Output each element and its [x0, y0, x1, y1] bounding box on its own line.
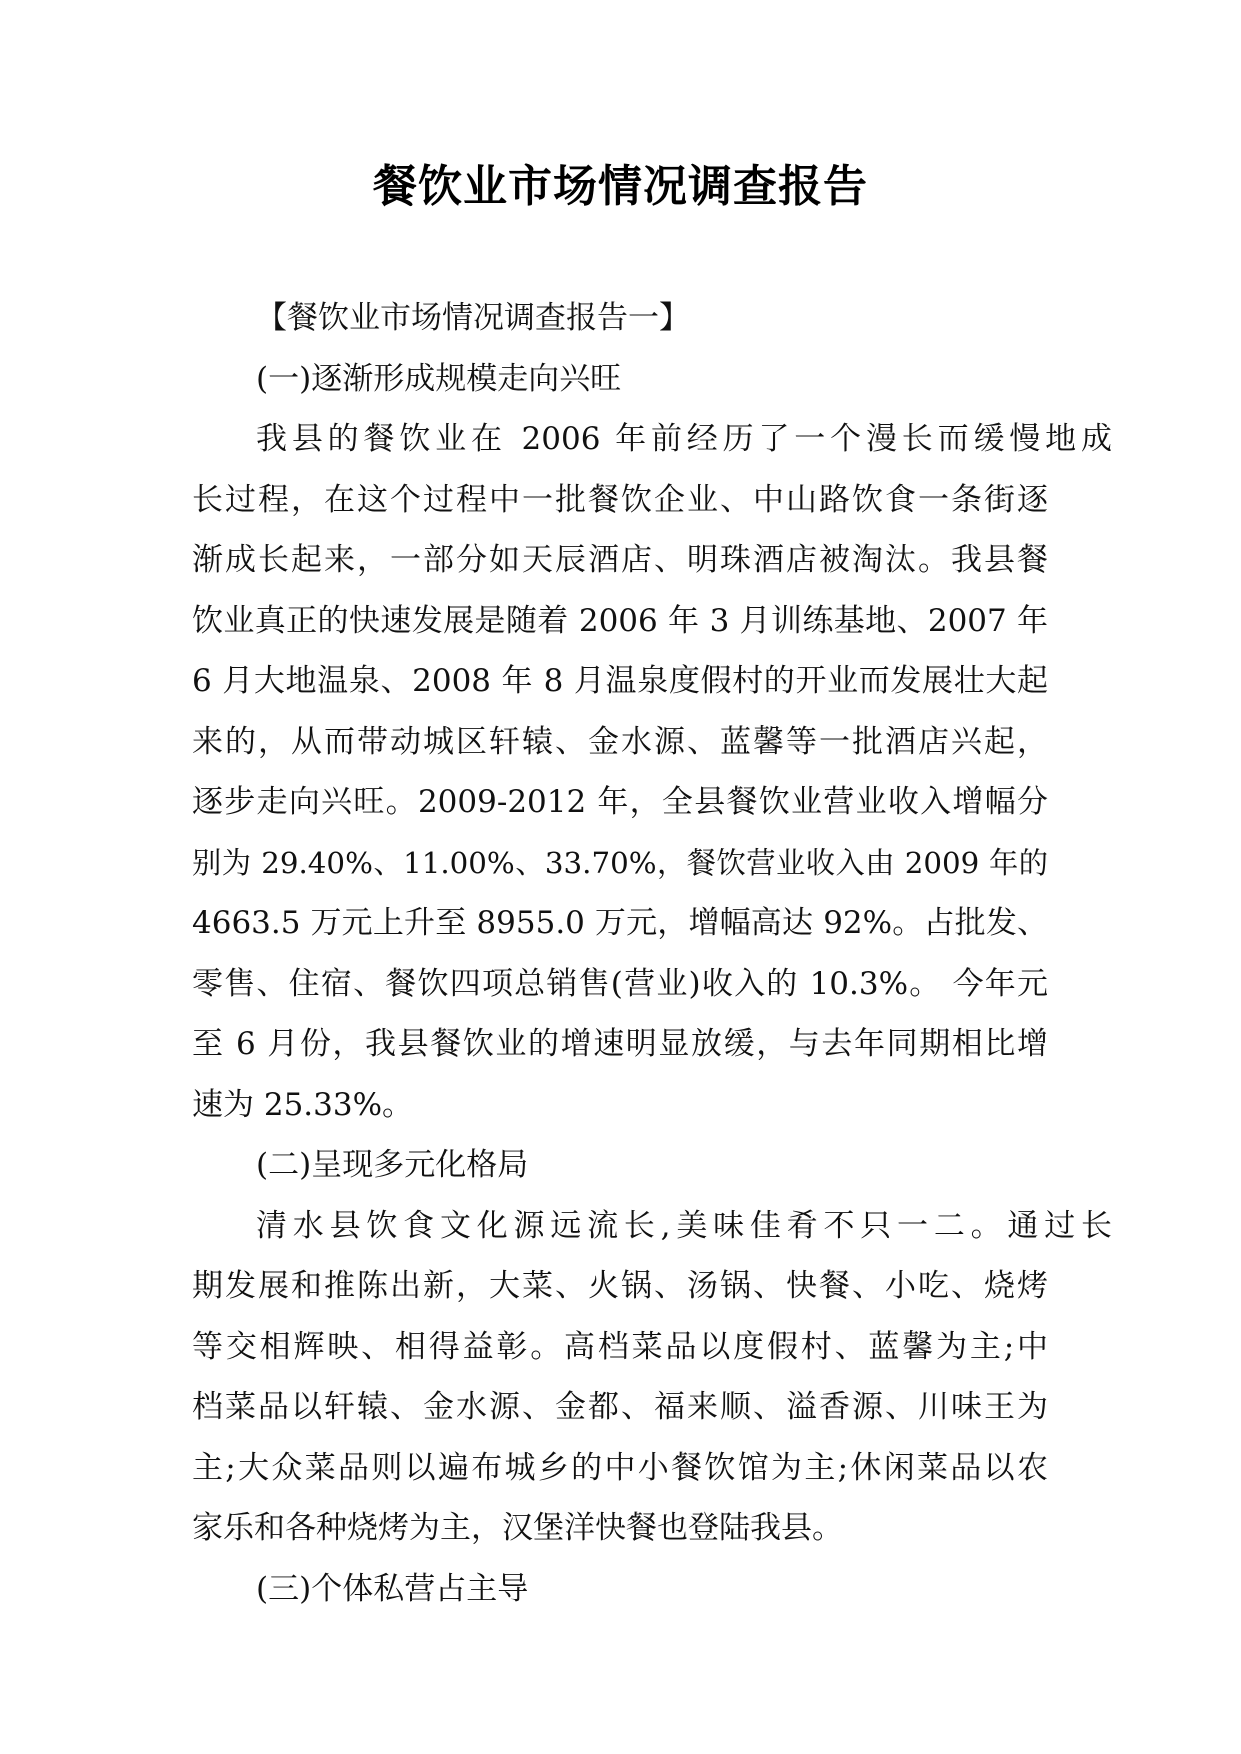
body-line: 档菜品以轩辕、金水源、金都、福来顺、溢香源、川味王为 — [192, 1389, 1048, 1425]
body-line: 速为 25.33%。 — [192, 1086, 414, 1123]
body-line: 我县的餐饮业在 2006 年前经历了一个漫长而缓慢地成 — [256, 421, 1112, 457]
body-line: 别为 29.40%、11.00%、33.70%，餐饮营业收入由 2009 年的 — [192, 845, 1048, 880]
body-line: 4663.5 万元上升至 8955.0 万元，增幅高达 92%。占批发、 — [192, 905, 1048, 941]
body-line: 饮业真正的快速发展是随着 2006 年 3 月训练基地、2007 年 — [192, 602, 1048, 639]
body-line: 渐成长起来，一部分如天辰酒店、明珠酒店被淘汰。我县餐 — [192, 542, 1048, 578]
body-line: 零售、住宿、餐饮四项总销售(营业)收入的 10.3%。 今年元 — [192, 965, 1048, 1002]
body-line: 清水县饮食文化源远流长,美味佳肴不只一二。通过长 — [256, 1207, 1112, 1244]
section-heading: (一)逐渐形成规模走向兴旺 — [256, 360, 622, 397]
body-line: 来的，从而带动城区轩辕、金水源、蓝馨等一批酒店兴起， — [192, 723, 1048, 760]
body-line: 家乐和各种烧烤为主，汉堡洋快餐也登陆我县。 — [192, 1510, 843, 1546]
section-heading: (三)个体私营占主导 — [256, 1570, 529, 1607]
body-line: 至 6 月份，我县餐饮业的增速明显放缓，与去年同期相比增 — [192, 1026, 1048, 1062]
document-title: 餐饮业市场情况调查报告 — [373, 161, 868, 212]
body-line: 逐步走向兴旺。2009-2012 年，全县餐饮业营业收入增幅分 — [192, 784, 1048, 820]
section-heading: (二)呈现多元化格局 — [256, 1147, 529, 1183]
body-line: 长过程，在这个过程中一批餐饮企业、中山路饮食一条街逐 — [192, 481, 1048, 518]
body-line: 【餐饮业市场情况调查报告一】 — [256, 300, 690, 336]
body-line: 6 月大地温泉、2008 年 8 月温泉度假村的开业而发展壮大起 — [192, 663, 1048, 699]
document-body — [192, 288, 1112, 1619]
body-line: 期发展和推陈出新，大菜、火锅、汤锅、快餐、小吃、烧烤 — [192, 1268, 1048, 1304]
body-line: 等交相辉映、相得益彰。高档菜品以度假村、蓝馨为主;中 — [192, 1328, 1048, 1365]
body-line: 主;大众菜品则以遍布城乡的中小餐饮馆为主;休闲菜品以农 — [192, 1449, 1048, 1486]
